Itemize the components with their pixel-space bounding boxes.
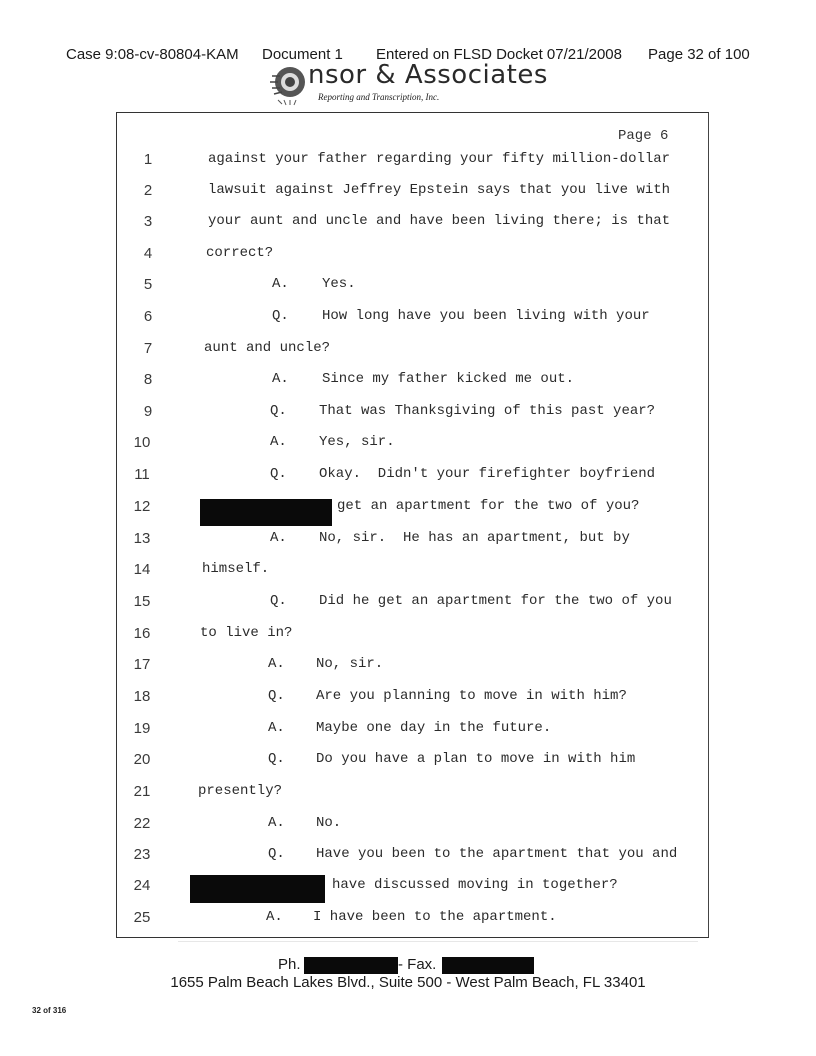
line-number: 23 bbox=[133, 846, 151, 863]
line-text: himself. bbox=[202, 561, 270, 577]
line-text: Did he get an apartment for the two of you bbox=[319, 593, 672, 609]
line-text: Yes. bbox=[322, 276, 356, 292]
line-number: 14 bbox=[133, 561, 151, 578]
line-number: 16 bbox=[133, 625, 151, 642]
transcript-line bbox=[0, 530, 816, 554]
line-number: 1 bbox=[143, 151, 153, 168]
line-text: get an apartment for the two of you? bbox=[337, 498, 640, 514]
office-address: 1655 Palm Beach Lakes Blvd., Suite 500 - West Palm Beach, FL 33401 bbox=[170, 974, 646, 991]
line-text: correct? bbox=[206, 245, 274, 261]
transcript-line bbox=[0, 213, 816, 237]
pdf-page-count: 32 of 316 bbox=[32, 1006, 67, 1015]
speaker-label: Q. bbox=[268, 751, 285, 767]
line-text: Since my father kicked me out. bbox=[322, 371, 575, 387]
line-number: 6 bbox=[143, 308, 153, 325]
company-name: nsor & Associates bbox=[308, 60, 548, 90]
speaker-label: Q. bbox=[270, 593, 287, 609]
speaker-label: A. bbox=[270, 434, 287, 450]
line-number: 5 bbox=[143, 276, 153, 293]
document-label: Document 1 bbox=[262, 46, 343, 63]
line-text: lawsuit against Jeffrey Epstein says that you live with bbox=[208, 182, 671, 198]
line-text: to live in? bbox=[200, 625, 293, 641]
redaction-box bbox=[304, 957, 398, 974]
line-text: I have been to the apartment. bbox=[313, 909, 557, 925]
speaker-label: Q. bbox=[270, 466, 287, 482]
line-text: presently? bbox=[198, 783, 283, 799]
line-text: No. bbox=[316, 815, 342, 831]
line-text: against your father regarding your fifty million-dollar bbox=[208, 151, 671, 167]
line-number: 19 bbox=[133, 720, 151, 737]
transcript-line bbox=[0, 688, 816, 712]
scan-noise bbox=[178, 941, 698, 942]
transcript-line bbox=[0, 720, 816, 744]
line-number: 7 bbox=[143, 340, 153, 357]
transcript-line bbox=[0, 846, 816, 870]
redaction-box bbox=[190, 875, 325, 903]
line-text: have discussed moving in together? bbox=[332, 877, 618, 893]
speaker-label: Q. bbox=[272, 308, 289, 324]
speaker-label: A. bbox=[266, 909, 283, 925]
docket-entry: Entered on FLSD Docket 07/21/2008 bbox=[376, 46, 622, 63]
line-number: 10 bbox=[133, 434, 151, 451]
speaker-label: A. bbox=[270, 530, 287, 546]
reporter-logo bbox=[268, 60, 558, 106]
line-number: 2 bbox=[143, 182, 153, 199]
line-number: 11 bbox=[134, 466, 150, 483]
transcript-line bbox=[0, 561, 816, 585]
speaker-label: A. bbox=[268, 720, 285, 736]
speaker-label: Q. bbox=[268, 846, 285, 862]
line-text: aunt and uncle? bbox=[204, 340, 331, 356]
line-number: 20 bbox=[133, 751, 151, 768]
speaker-label: A. bbox=[268, 656, 285, 672]
transcript-line bbox=[0, 434, 816, 458]
line-number: 17 bbox=[133, 656, 151, 673]
line-number: 13 bbox=[133, 530, 151, 547]
transcript-line bbox=[0, 245, 816, 269]
line-text: Yes, sir. bbox=[319, 434, 395, 450]
speaker-label: A. bbox=[272, 276, 289, 292]
phone-label: Ph. bbox=[278, 956, 301, 973]
line-text: Are you planning to move in with him? bbox=[316, 688, 627, 704]
line-number: 4 bbox=[143, 245, 153, 262]
line-number: 9 bbox=[143, 403, 153, 420]
fax-label: - Fax. bbox=[398, 956, 437, 973]
transcript-line bbox=[0, 909, 816, 933]
transcript-line bbox=[0, 783, 816, 807]
page-of-total: Page 32 of 100 bbox=[648, 46, 750, 63]
transcript-line bbox=[0, 371, 816, 395]
speaker-label: A. bbox=[272, 371, 289, 387]
transcript-line bbox=[0, 276, 816, 300]
transcript-line bbox=[0, 182, 816, 206]
transcript-line bbox=[0, 340, 816, 364]
line-text: That was Thanksgiving of this past year? bbox=[319, 403, 656, 419]
redaction-box bbox=[442, 957, 534, 974]
transcript-line bbox=[0, 877, 816, 901]
line-number: 18 bbox=[133, 688, 151, 705]
line-text: Okay. Didn't your firefighter boyfriend bbox=[319, 466, 656, 482]
transcript-line bbox=[0, 593, 816, 617]
line-number: 3 bbox=[143, 213, 153, 230]
line-number: 25 bbox=[133, 909, 151, 926]
transcript-line bbox=[0, 308, 816, 332]
company-tagline: Reporting and Transcription, Inc. bbox=[318, 92, 440, 102]
line-number: 24 bbox=[133, 877, 151, 894]
transcript-line bbox=[0, 498, 816, 522]
line-text: How long have you been living with your bbox=[322, 308, 650, 324]
line-number: 22 bbox=[133, 815, 151, 832]
transcript-line bbox=[0, 466, 816, 490]
transcript-line bbox=[0, 151, 816, 175]
case-number: Case 9:08-cv-80804-KAM bbox=[66, 46, 239, 63]
line-number: 8 bbox=[143, 371, 153, 388]
line-text: No, sir. He has an apartment, but by bbox=[319, 530, 630, 546]
line-number: 12 bbox=[133, 498, 151, 515]
line-text: Do you have a plan to move in with him bbox=[316, 751, 636, 767]
line-text: your aunt and uncle and have been living there; is that bbox=[208, 213, 671, 229]
line-text: No, sir. bbox=[316, 656, 384, 672]
transcript-line bbox=[0, 625, 816, 649]
transcript-line bbox=[0, 815, 816, 839]
speaker-label: Q. bbox=[270, 403, 287, 419]
line-number: 21 bbox=[133, 783, 151, 800]
transcript-line bbox=[0, 403, 816, 427]
speaker-label: Q. bbox=[268, 688, 285, 704]
line-text: Have you been to the apartment that you and bbox=[316, 846, 678, 862]
transcript-page-label: Page 6 bbox=[618, 128, 669, 144]
redaction-box bbox=[200, 499, 332, 526]
line-number: 15 bbox=[133, 593, 151, 610]
transcript-line bbox=[0, 656, 816, 680]
transcript-line bbox=[0, 751, 816, 775]
speaker-label: A. bbox=[268, 815, 285, 831]
line-text: Maybe one day in the future. bbox=[316, 720, 552, 736]
